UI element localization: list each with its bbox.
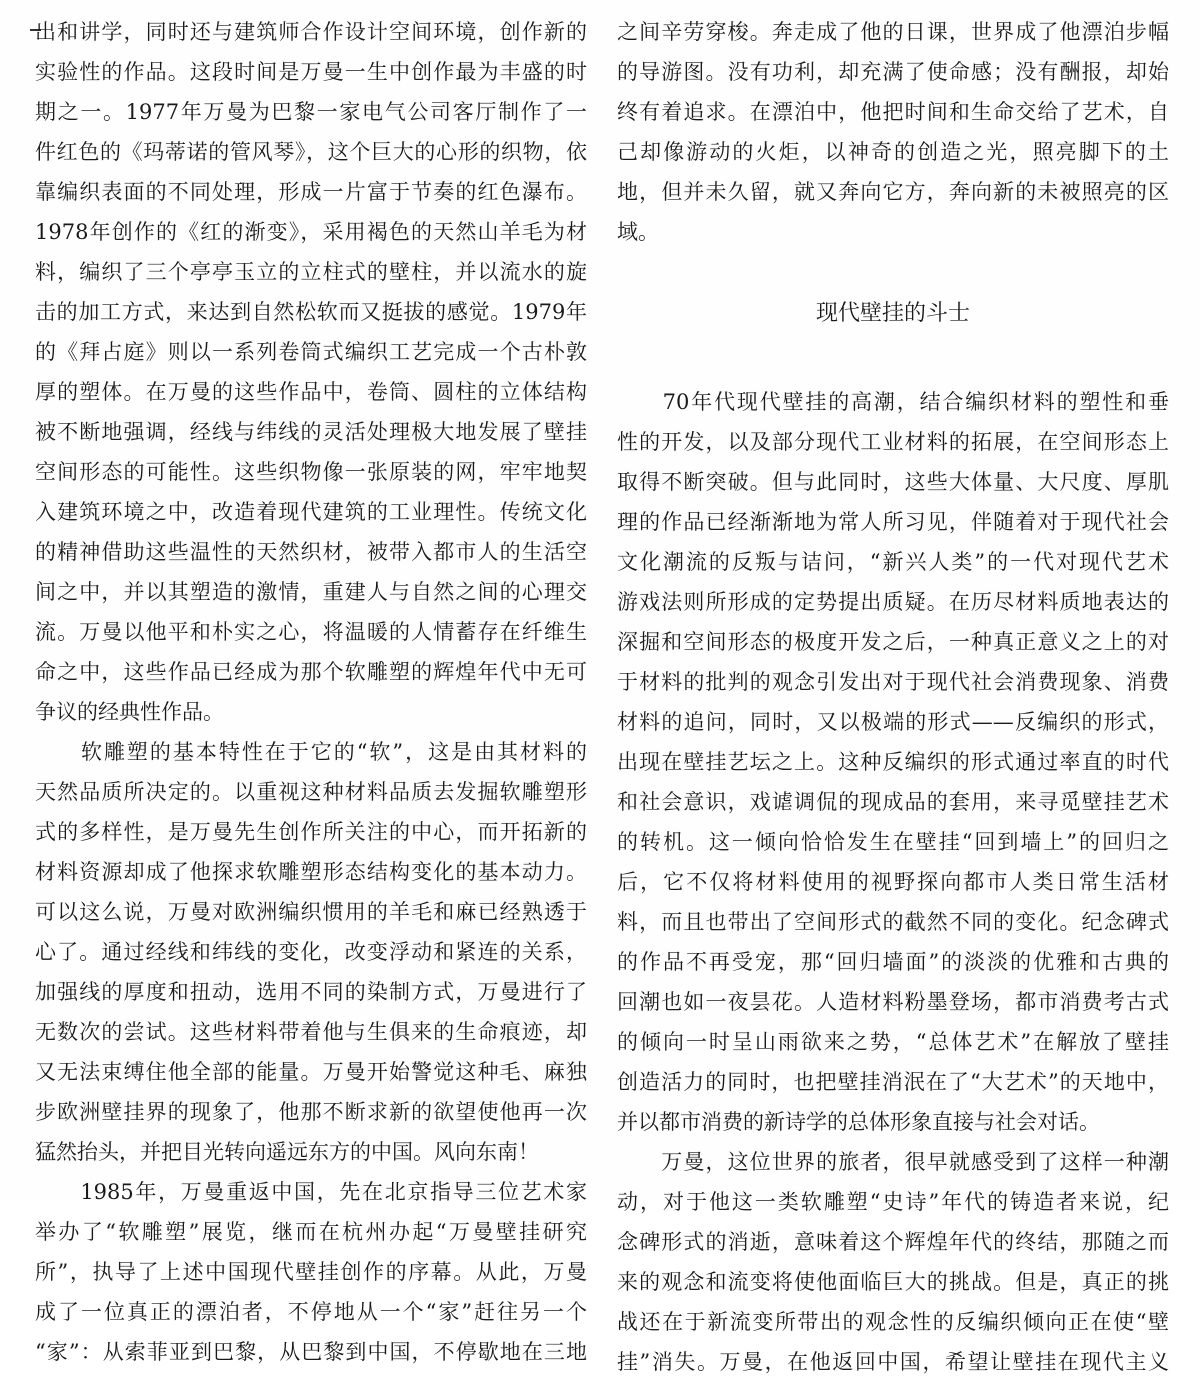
text-line: 万曼，这位世界的旅者，很早就感受到了这样一种潮 <box>617 1150 1169 1174</box>
text-line: 于材料的批判的观念引发出对于现代社会消费现象、消费 <box>617 670 1169 694</box>
text-line: 件红色的《玛蒂诺的管风琴》，这个巨大的心形的织物，依 <box>35 140 587 164</box>
text-line: 取得不断突破。但与此同时，这些大体量、大尺度、厚肌 <box>617 470 1169 494</box>
text-line: 的倾向一时呈山雨欲来之势，“总体艺术”在解放了壁挂 <box>617 1030 1169 1054</box>
text-line: 所”，执导了上述中国现代壁挂创作的序幕。从此，万曼 <box>35 1260 587 1284</box>
text-line: 材料资源却成了他探求软雕塑形态结构变化的基本动力。 <box>35 860 587 884</box>
text-line: 战还在于新流变所带出的观念性的反编织倾向正在使“壁 <box>617 1310 1169 1334</box>
text-line: 争议的经典性作品。 <box>35 700 224 724</box>
text-line: 文化潮流的反叛与诘问，“新兴人类”的一代对现代艺术 <box>617 550 1169 574</box>
text-line: 的《拜占庭》则以一系列卷筒式编织工艺完成一个古朴敦 <box>35 340 587 364</box>
text-line: 料，而且也带出了空间形式的截然不同的变化。纪念碑式 <box>617 910 1169 934</box>
text-line: 的导游图。没有功利，却充满了使命感；没有酬报，却始 <box>617 60 1169 84</box>
text-line: 理的作品已经渐渐地为常人所习见，伴随着对于现代社会 <box>617 510 1169 534</box>
text-line: 并以都市消费的新诗学的总体形象直接与社会对话。 <box>617 1110 1100 1134</box>
text-line: 被不断地强调，经线与纬线的灵活处理极大地发展了壁挂 <box>35 420 587 444</box>
text-line: 己却像游动的火炬，以神奇的创造之光，照亮脚下的土 <box>617 140 1169 164</box>
text-line: 终有着追求。在漂泊中，他把时间和生命交给了艺术，自 <box>617 100 1169 124</box>
text-line: 1978年创作的《红的渐变》，采用褐色的天然山羊毛为材 <box>35 220 587 244</box>
text-line: 期之一。1977年万曼为巴黎一家电气公司客厅制作了一 <box>35 100 587 124</box>
text-line: 念碑形式的消逝，意味着这个辉煌年代的终结，那随之而 <box>617 1230 1169 1254</box>
text-line: 步欧洲壁挂界的现象了，他那不断求新的欲望使他再一次 <box>35 1100 587 1124</box>
text-line: 1985年，万曼重返中国，先在北京指导三位艺术家 <box>35 1180 587 1204</box>
text-line: 70年代现代壁挂的高潮，结合编织材料的塑性和垂 <box>617 390 1169 414</box>
right-column-body-text <box>617 384 1169 1384</box>
right-column <box>617 14 1169 1384</box>
text-line: 后，它不仅将材料使用的视野探向都市人类日常生活材 <box>617 870 1169 894</box>
text-line: 举办了“软雕塑”展览，继而在杭州办起“万曼壁挂研究 <box>35 1220 587 1244</box>
text-line: 出现在壁挂艺坛之上。这种反编织的形式通过率直的时代 <box>617 750 1169 774</box>
text-line: 动，对于他这一类软雕塑“史诗”年代的铸造者来说，纪 <box>617 1190 1169 1214</box>
text-line: “家”：从索菲亚到巴黎，从巴黎到中国，不停歇地在三地 <box>35 1340 587 1364</box>
text-line: 间之中，并以其塑造的激情，重建人与自然之间的心理交 <box>35 580 587 604</box>
text-line: 可以这么说，万曼对欧洲编织惯用的羊毛和麻已经熟透于 <box>35 900 587 924</box>
text-line: 回潮也如一夜昙花。人造材料粉墨登场，都市消费考古式 <box>617 990 1169 1014</box>
text-line: 靠编织表面的不同处理，形成一片富于节奏的红色瀑布。 <box>35 180 587 204</box>
text-line: 地，但并未久留，就又奔向它方，奔向新的未被照亮的区 <box>617 180 1169 204</box>
text-line: 的精神借助这些温性的天然织材，被带入都市人的生活空 <box>35 540 587 564</box>
spacer <box>617 338 1169 384</box>
text-line: 流。万曼以他平和朴实之心，将温暖的人情蓄存在纤维生 <box>35 620 587 644</box>
text-line: 料，编织了三个亭亭玉立的立柱式的壁柱，并以流水的旋 <box>35 260 587 284</box>
text-line: 创造活力的同时，也把壁挂消泯在了“大艺术”的天地中， <box>617 1070 1169 1094</box>
text-line: 实验性的作品。这段时间是万曼一生中创作最为丰盛的时 <box>35 60 587 84</box>
text-line: 挂”消失。万曼，在他返回中国，希望让壁挂在现代主义 <box>617 1350 1169 1374</box>
text-line: 击的加工方式，来达到自然松软而又挺拔的感觉。1979年 <box>35 300 587 324</box>
spacer <box>617 254 1169 290</box>
section-heading: 现代壁挂的斗士 <box>815 301 970 326</box>
text-line: 域。 <box>617 220 659 244</box>
text-line: 入建筑环境之中，改造着现代建筑的工业理性。传统文化 <box>35 500 587 524</box>
text-line: 性的开发，以及部分现代工业材料的拓展，在空间形态上 <box>617 430 1169 454</box>
text-line: 和社会意识，戏谑调侃的现成品的套用，来寻觅壁挂艺术 <box>617 790 1169 814</box>
text-line: 命之中，这些作品已经成为那个软雕塑的辉煌年代中无可 <box>35 660 587 684</box>
text-line: 出和讲学，同时还与建筑师合作设计空间环境，创作新的 <box>35 20 587 44</box>
text-line: 又无法束缚住他全部的能量。万曼开始警觉这种毛、麻独 <box>35 1060 587 1084</box>
text-line: 的转机。这一倾向恰恰发生在壁挂“回到墙上”的回归之 <box>617 830 1169 854</box>
text-line: 猛然抬头，并把目光转向遥远东方的中国。风向东南！ <box>35 1140 539 1164</box>
text-line: 的作品不再受宠，那“回归墙面”的淡淡的优雅和古典的 <box>617 950 1169 974</box>
text-line: 无数次的尝试。这些材料带着他与生俱来的生命痕迹，却 <box>35 1020 587 1044</box>
text-line: 加强线的厚度和扭动，选用不同的染制方式，万曼进行了 <box>35 980 587 1004</box>
text-line: 之间辛劳穿梭。奔走成了他的日课，世界成了他漂泊步幅 <box>617 20 1169 44</box>
text-line: 空间形态的可能性。这些织物像一张原装的网，牢牢地契 <box>35 460 587 484</box>
text-line: 厚的塑体。在万曼的这些作品中，卷筒、圆柱的立体结构 <box>35 380 587 404</box>
left-column <box>35 14 587 1374</box>
right-column-top-text <box>617 14 1169 254</box>
text-line: 心了。通过经线和纬线的变化，改变浮动和紧连的关系， <box>35 940 587 964</box>
text-line: 式的多样性，是万曼先生创作所关注的中心，而开拓新的 <box>35 820 587 844</box>
text-line: 材料的追问，同时，又以极端的形式——反编织的形式， <box>617 710 1169 734</box>
text-line: 来的观念和流变将使他面临巨大的挑战。但是，真正的挑 <box>617 1270 1169 1294</box>
text-line: 游戏法则所形成的定势提出质疑。在历尽材料质地表达的 <box>617 590 1169 614</box>
text-line: 深掘和空间形态的极度开发之后，一种真正意义之上的对 <box>617 630 1169 654</box>
text-line: 软雕塑的基本特性在于它的“软”，这是由其材料的 <box>35 740 587 764</box>
text-line: 成了一位真正的漂泊者，不停地从一个“家”赶往另一个 <box>35 1300 587 1324</box>
text-line: 天然品质所决定的。以重视这种材料品质去发掘软雕塑形 <box>35 780 587 804</box>
